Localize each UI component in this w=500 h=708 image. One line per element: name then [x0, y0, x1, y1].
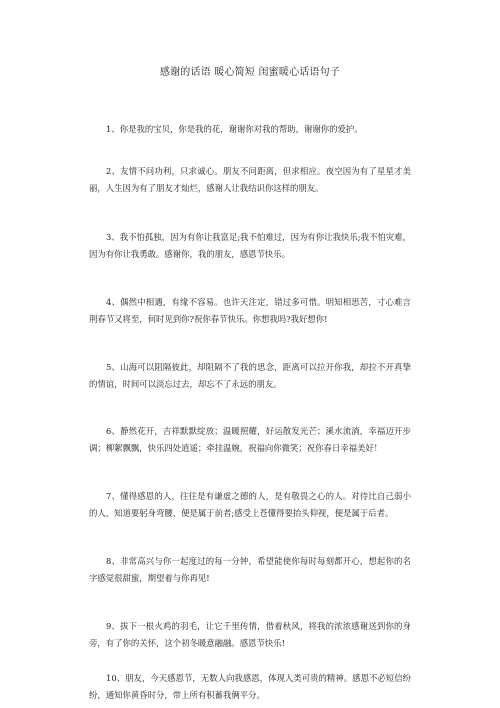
paragraph-4: 4、偶然中相遇，有缘不容易。也许天注定，错过多可惜。明知相思苦，寸心难言荆春节又将至，何时见到你?祝你春节快乐。你想我吗?我好想你! — [89, 297, 411, 324]
paragraph-9: 9、拔下一根火鸡的羽毛，让它千里传情，借着秋风，将我的浓浓感谢送到你的身旁，有了你的关怀，这个初冬暖意融融。感恩节快乐! — [89, 621, 411, 648]
paragraph-1: 1、你是我的宝贝，你是我的花，谢谢你对我的帮助，谢谢你的爱护。 — [106, 124, 363, 134]
paragraph-10: 10、朋友，今天感恩节，无数人向我感恩，体现人类可贵的精神。感恩不必短信纷纷，通知你黄昏时分，带上所有积蓄我俩平分。 — [89, 673, 411, 700]
paragraph-7: 7、懂得感恩的人，往往是有谦虚之德的人，是有敬畏之心的人。对待比自己弱小的人，知道要躬身弯腰，便是属于前者;感受上苍懂得要抬头仰视，便是属于后者。 — [89, 491, 411, 518]
paragraph-6: 6、静然花开，吉祥默默绽放；温暖照耀，好运散发光芒；溪水流淌，幸福迈开步调；柳絮飘飘，快乐四处逍遥；牵挂温婉，祝福向你微笑；祝你春日幸福美好！ — [89, 426, 411, 453]
paragraph-2: 2、友情不问功利，只求诚心。朋友不问距离，但求相应。夜空因为有了星星才美丽，人生因为有了朋友才灿烂，感谢人让我结识你这样的朋友。 — [89, 166, 411, 193]
paragraph-5: 5、山海可以阻隔彼此，却阻隔不了我的思念，距离可以拉开你我，却拉不开真挚的情谊，时间可以淡忘过去，却忘不了永远的朋友。 — [89, 362, 411, 389]
paragraph-3: 3、我不怕孤独，因为有你让我富足;我不怕难过，因为有你让我快乐;我不怕灾难，因为有你让我勇敢。感谢你，我的朋友，感恩节快乐。 — [89, 232, 411, 259]
document-title: 感谢的话语 暖心简短 闺蜜暖心话语句子 — [159, 67, 341, 78]
paragraph-8: 8、非常高兴与你一起度过的每一分钟，希望能使你每时每刻都开心，想起你的名字感觉很甜蜜，期望着与你再见! — [89, 556, 411, 583]
